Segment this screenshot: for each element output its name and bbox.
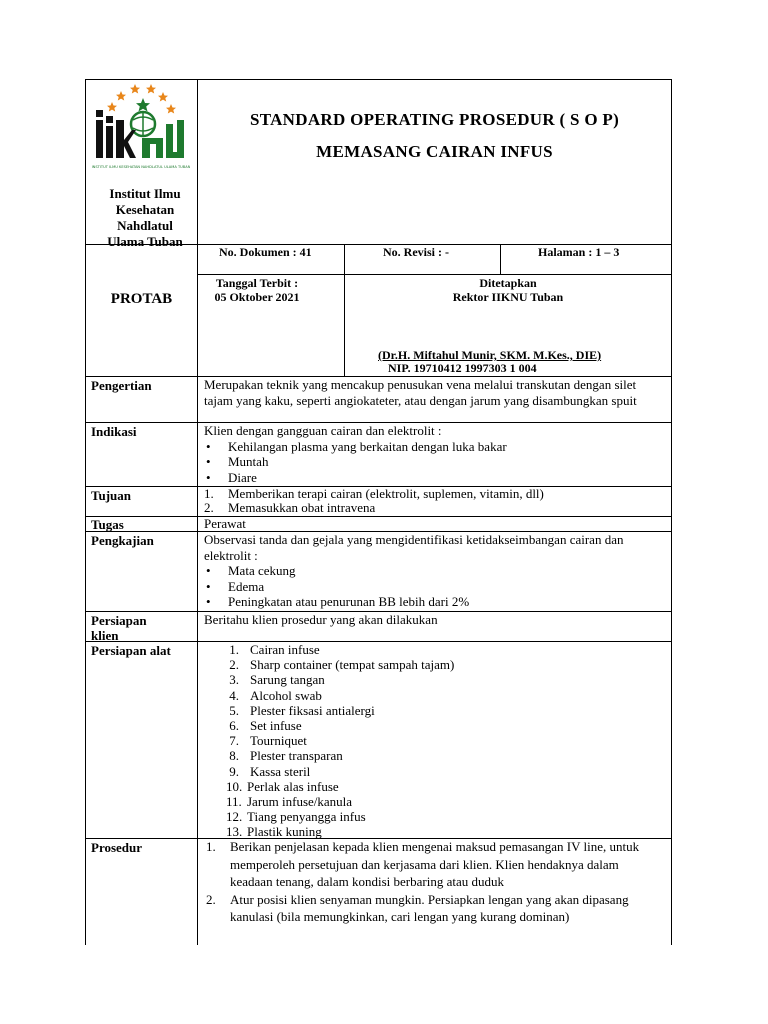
row-label-indikasi: Indikasi [91, 424, 137, 439]
institution-name-line: Institut Ilmu [109, 186, 181, 201]
row-label-persiapan-klien [91, 613, 147, 643]
row-label-tugas: Tugas [91, 517, 124, 532]
signer-name: (Dr.H. Miftahul Munir, SKM. M.Kes., DIE) [378, 348, 602, 362]
list-item: 2. Memasukkan obat intravena [204, 500, 376, 515]
list-item: • Mata cekung [204, 563, 664, 579]
label-line: Persiapan [91, 613, 147, 628]
protab-label: PROTAB [110, 291, 173, 307]
issue-date-label: Tanggal Terbit : [215, 276, 299, 290]
list-item: • Edema [204, 579, 664, 595]
issue-date-value: 05 Oktober 2021 [214, 290, 300, 304]
pengkajian-intro: Observasi tanda dan gejala yang mengidentifikasi ketidakseimbangan cairan dan elektrolit : [204, 532, 624, 563]
list-item: 9. Kassa steril [226, 763, 311, 779]
iiknu-logo-icon [92, 80, 190, 180]
table-border-right [671, 79, 672, 945]
list-item: 1. Memberikan terapi cairan (elektrolit, suplemen, vitamin, dll) [204, 486, 544, 501]
list-item: 3. Sarung tangan [226, 672, 325, 688]
list-item: 5. Plester fiksasi antialergi [226, 702, 375, 718]
persiapan-alat-list [226, 642, 666, 840]
tugas-text: Perawat [204, 516, 246, 531]
institution-name-line: Ulama Tuban [107, 234, 183, 249]
list-item: 4. Alcohol swab [226, 687, 322, 703]
list-item: 13. Plastik kuning [226, 824, 322, 840]
document-number: No. Dokumen : 41 [219, 245, 312, 259]
list-item: 2. Sharp container (tempat sampah tajam) [226, 657, 455, 673]
pengkajian-content [204, 532, 664, 610]
row-label-pengkajian: Pengkajian [91, 533, 154, 548]
institution-logo [92, 80, 190, 180]
label-line: klien [91, 628, 119, 643]
institution-name-line: Nahdlatul [117, 218, 173, 233]
tujuan-content [204, 487, 664, 515]
row-divider [197, 274, 672, 275]
prosedur-list [206, 838, 664, 926]
row-label-prosedur: Prosedur [91, 840, 143, 855]
persiapan-klien-text: Beritahu klien prosedur yang akan dilakukan [204, 612, 438, 627]
institution-name [92, 186, 198, 250]
issue-date [198, 276, 316, 304]
page-range: Halaman : 1 – 3 [538, 245, 620, 259]
signer-nip: NIP. 19710412 1997303 1 004 [388, 361, 537, 375]
list-item: 1. Berikan penjelasan kepada klien mengenai maksud pemasangan IV line, untuk memperoleh persetujuan dan kerjasama dari klien. Klien hendaknya dalam keadaan tenang, dalam kondisi berbaring atau duduk [206, 839, 640, 889]
list-item: 8. Plester transparan [226, 748, 343, 764]
row-label-persiapan-alat: Persiapan alat [91, 643, 171, 658]
revision-number: No. Revisi : - [383, 245, 449, 259]
list-item: 10. Perlak alas infuse [226, 778, 339, 794]
svg-text:INSTITUT ILMU KESEHATAN NAHDLA: INSTITUT ILMU KESEHATAN NAHDLATUL ULAMA TUBAN [92, 165, 190, 169]
list-item: 12. Tiang penyangga infus [226, 809, 366, 825]
institution-name-line: Kesehatan [115, 202, 175, 217]
list-item: • Kehilangan plasma yang berkaitan dengan luka bakar [204, 439, 664, 455]
indikasi-content [204, 423, 664, 485]
approver-title: Rektor IIKNU Tuban [452, 290, 564, 304]
list-item: 11. Jarum infuse/kanula [226, 794, 353, 810]
document-subtitle: MEMASANG CAIRAN INFUS [316, 142, 553, 161]
approval-block [345, 276, 671, 304]
row-label-pengertian: Pengertian [91, 378, 152, 393]
column-divider [344, 244, 345, 377]
list-item: 2. Atur posisi klien senyaman mungkin. Persiapkan lengan yang akan dipasang kanulasi (bila memungkinkan, cari lengan yang kurang dominan) [206, 891, 629, 924]
column-divider [500, 244, 501, 275]
row-label-tujuan: Tujuan [91, 488, 131, 503]
approval-label: Ditetapkan [479, 276, 537, 290]
list-item: 1. Cairan infuse [226, 642, 320, 657]
table-border-left [85, 79, 86, 945]
list-item: • Peningkatan atau penurunan BB lebih dari 2% [204, 594, 664, 610]
list-item: 6. Set infuse [226, 718, 302, 734]
document-title: STANDARD OPERATING PROSEDUR ( S O P) [249, 110, 620, 129]
indikasi-intro: Klien dengan gangguan cairan dan elektrolit : [204, 423, 442, 438]
pengertian-text: Merupakan teknik yang mencakup penusukan vena melalui transkutan dengan silet tajam yang kaku, seperti angiokateter, atau dengan jarum yang disambungkan spuit [204, 377, 637, 408]
list-item: • Muntah [204, 454, 664, 470]
list-item: 7. Tourniquet [226, 733, 307, 749]
list-item: • Diare [204, 470, 664, 486]
